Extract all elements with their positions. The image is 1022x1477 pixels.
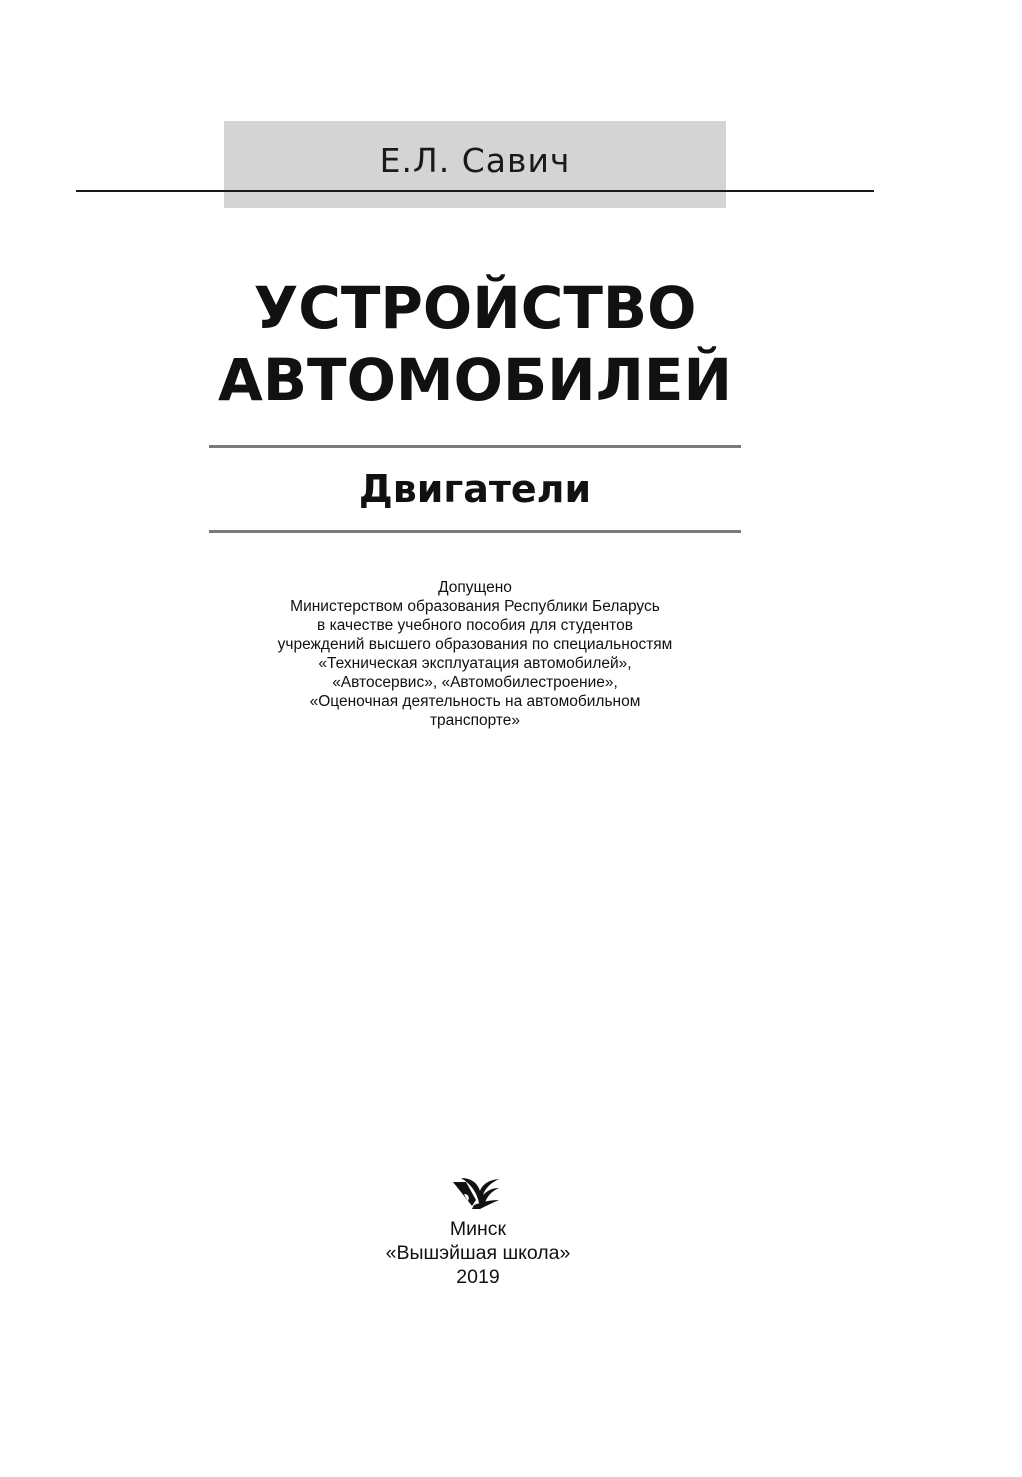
book-title-line-2: АВТОМОБИЛЕЙ — [217, 346, 733, 414]
subtitle-rule-bottom — [209, 530, 741, 533]
approval-line: учреждений высшего образования по специальностям — [277, 636, 673, 653]
subtitle-rule-top — [209, 445, 741, 448]
approval-line: транспорте» — [429, 712, 521, 729]
approval-line: «Автосервис», «Автомобилестроение», — [332, 674, 618, 691]
approval-line: Министерством образования Республики Беларусь — [290, 598, 660, 615]
approval-line: в качестве учебного пособия для студентов — [317, 617, 633, 634]
approval-line: «Оценочная деятельность на автомобильном — [309, 693, 641, 710]
approval-notice — [200, 578, 750, 730]
publisher-logo-icon — [452, 1176, 500, 1210]
imprint-year: 2019 — [456, 1266, 500, 1288]
book-subtitle: Двигатели — [358, 467, 592, 511]
book-title-line-1: УСТРОЙСТВО — [253, 274, 697, 342]
imprint-publisher: «Вышэйшая школа» — [385, 1242, 571, 1264]
imprint — [328, 1217, 628, 1289]
author-rule — [76, 190, 874, 192]
imprint-city: Минск — [449, 1218, 507, 1240]
author-name: Е.Л. Савич — [379, 141, 571, 180]
approval-line: «Техническая эксплуатация автомобилей», — [318, 655, 632, 672]
book-title — [120, 272, 830, 416]
approval-line: Допущено — [438, 579, 512, 596]
